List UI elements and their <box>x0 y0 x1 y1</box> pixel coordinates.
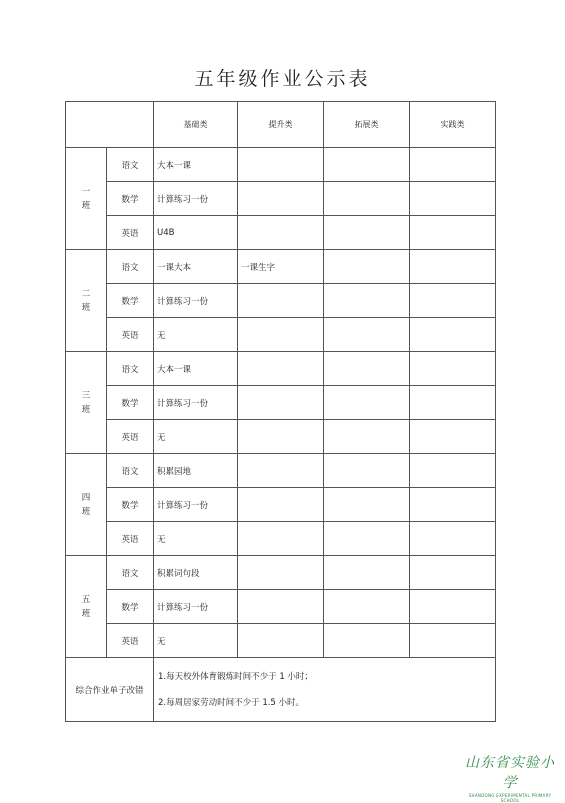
homework-cell <box>410 522 496 556</box>
homework-cell <box>410 148 496 182</box>
class-label-char: 五 <box>81 594 91 605</box>
subject-cell: 英语 <box>107 318 154 352</box>
homework-cell <box>238 590 324 624</box>
footer-row <box>66 658 496 722</box>
footer-notes-cell <box>154 658 496 722</box>
table-row <box>66 318 496 352</box>
class-label-char: 班 <box>81 302 91 313</box>
table-row <box>66 454 496 488</box>
class-label-cell <box>66 556 107 658</box>
class-label-cell <box>66 352 107 454</box>
homework-cell <box>324 386 410 420</box>
homework-cell <box>410 386 496 420</box>
class-label-cell <box>66 454 107 556</box>
subject-cell: 数学 <box>107 182 154 216</box>
footer-label-cell: 综合作业单子改错 <box>66 658 154 722</box>
subject-cell: 英语 <box>107 216 154 250</box>
subject-cell: 英语 <box>107 624 154 658</box>
header-extend: 拓展类 <box>324 102 410 148</box>
subject-cell: 语文 <box>107 352 154 386</box>
class-label-cell <box>66 148 107 250</box>
homework-cell <box>324 488 410 522</box>
header-corner-cell <box>66 102 154 148</box>
homework-cell <box>324 454 410 488</box>
table-row <box>66 386 496 420</box>
subject-cell: 数学 <box>107 488 154 522</box>
homework-cell <box>324 284 410 318</box>
table-row <box>66 522 496 556</box>
homework-cell <box>238 386 324 420</box>
table-row <box>66 182 496 216</box>
class-label-char: 三 <box>81 390 91 401</box>
homework-cell: U4B <box>154 216 238 250</box>
homework-cell <box>238 284 324 318</box>
subject-cell: 语文 <box>107 250 154 284</box>
homework-cell <box>324 420 410 454</box>
homework-cell <box>410 454 496 488</box>
table-row <box>66 216 496 250</box>
homework-cell <box>324 148 410 182</box>
homework-cell <box>324 182 410 216</box>
homework-cell: 无 <box>154 318 238 352</box>
homework-cell <box>238 522 324 556</box>
subject-cell: 英语 <box>107 420 154 454</box>
homework-cell <box>238 216 324 250</box>
homework-cell <box>324 590 410 624</box>
homework-cell <box>410 488 496 522</box>
subject-cell: 语文 <box>107 148 154 182</box>
homework-cell <box>324 556 410 590</box>
homework-cell: 无 <box>154 624 238 658</box>
table-row <box>66 590 496 624</box>
homework-cell <box>324 250 410 284</box>
class-label-char: 班 <box>81 404 91 415</box>
homework-cell <box>324 522 410 556</box>
homework-cell: 计算练习一份 <box>154 284 238 318</box>
table-row <box>66 624 496 658</box>
homework-cell <box>324 352 410 386</box>
header-basic: 基础类 <box>154 102 238 148</box>
homework-cell <box>410 590 496 624</box>
homework-cell <box>410 318 496 352</box>
homework-cell: 大本一课 <box>154 148 238 182</box>
table-row <box>66 420 496 454</box>
subject-cell: 英语 <box>107 522 154 556</box>
homework-cell <box>410 216 496 250</box>
table-row <box>66 556 496 590</box>
homework-cell <box>410 556 496 590</box>
homework-cell: 一课生字 <box>238 250 324 284</box>
footer-note: 2.每周居家劳动时间不少于 1.5 小时。 <box>158 697 305 708</box>
homework-cell <box>410 352 496 386</box>
homework-cell: 计算练习一份 <box>154 182 238 216</box>
class-label-char: 班 <box>81 200 91 211</box>
class-label-char: 班 <box>81 506 91 517</box>
homework-cell <box>238 556 324 590</box>
table-row <box>66 250 496 284</box>
table-row <box>66 352 496 386</box>
homework-cell <box>410 250 496 284</box>
homework-cell <box>324 318 410 352</box>
footer-note: 1.每天校外体育锻炼时间不少于 1 小时； <box>158 671 313 682</box>
table-row <box>66 148 496 182</box>
school-logo-english: SHANDONG EXPERIMENTAL PRIMARY SCHOOL <box>468 793 552 803</box>
homework-cell: 一课大本 <box>154 250 238 284</box>
subject-cell: 语文 <box>107 454 154 488</box>
homework-cell: 无 <box>154 522 238 556</box>
school-logo <box>460 752 560 803</box>
table-row <box>66 284 496 318</box>
homework-cell: 大本一课 <box>154 352 238 386</box>
homework-cell: 计算练习一份 <box>154 386 238 420</box>
homework-cell <box>410 420 496 454</box>
homework-cell <box>238 182 324 216</box>
header-practice: 实践类 <box>410 102 496 148</box>
homework-cell: 计算练习一份 <box>154 488 238 522</box>
homework-table <box>65 101 496 722</box>
subject-cell: 数学 <box>107 590 154 624</box>
homework-cell: 无 <box>154 420 238 454</box>
table-header-row <box>66 102 496 148</box>
homework-cell <box>238 624 324 658</box>
subject-cell: 数学 <box>107 284 154 318</box>
class-label-char: 二 <box>81 288 91 299</box>
homework-cell <box>238 488 324 522</box>
subject-cell: 数学 <box>107 386 154 420</box>
homework-cell <box>410 624 496 658</box>
homework-cell: 积累园地 <box>154 454 238 488</box>
homework-cell <box>238 420 324 454</box>
class-label-char: 班 <box>81 608 91 619</box>
table-row <box>66 488 496 522</box>
header-improve: 提升类 <box>238 102 324 148</box>
homework-cell <box>324 216 410 250</box>
homework-cell <box>238 454 324 488</box>
homework-cell: 计算练习一份 <box>154 590 238 624</box>
homework-cell <box>238 352 324 386</box>
page-title: 五年级作业公示表 <box>194 68 371 90</box>
class-label-cell <box>66 250 107 352</box>
homework-cell <box>410 182 496 216</box>
school-logo-chinese: 山东省实验小学 <box>465 755 555 791</box>
homework-cell <box>410 284 496 318</box>
class-label-char: 一 <box>81 186 91 197</box>
homework-cell <box>238 318 324 352</box>
subject-cell: 语文 <box>107 556 154 590</box>
homework-cell: 积累词句段 <box>154 556 238 590</box>
class-label-char: 四 <box>81 492 91 503</box>
homework-cell <box>324 624 410 658</box>
homework-cell <box>238 148 324 182</box>
